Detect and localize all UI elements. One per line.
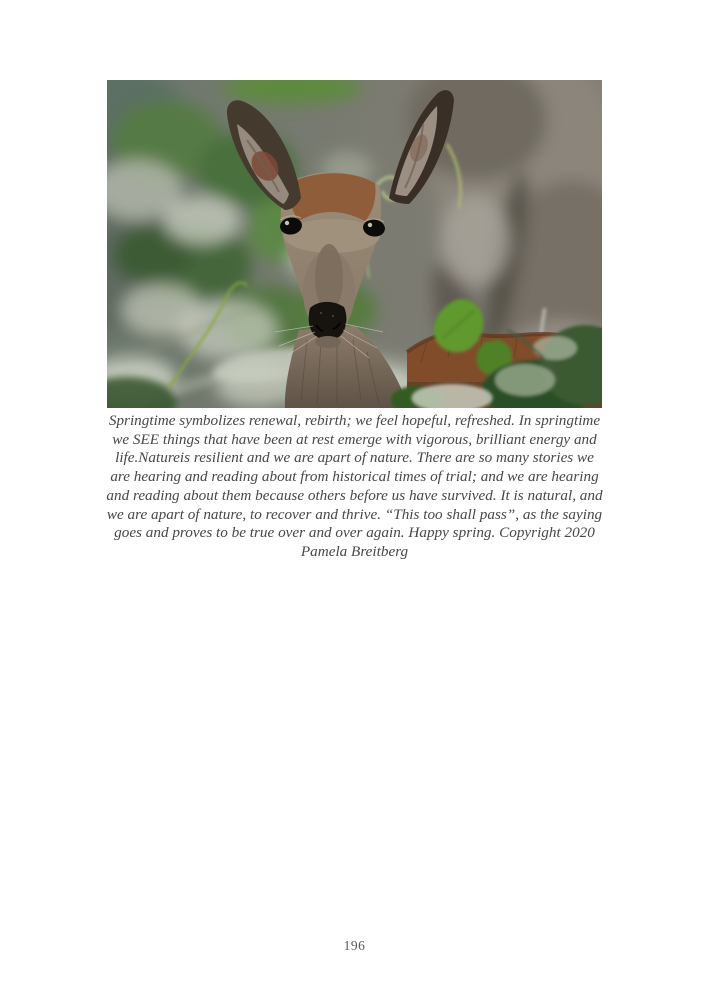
caption-line: we SEE things that have been at rest emerge with vigorous, brilliant energy and: [112, 430, 597, 448]
deer-photo-illustration: [107, 80, 602, 408]
caption-line: goes and proves to be true over and over again. Happy spring. Copyright 2020: [114, 524, 595, 542]
caption-line: life.Natureis resilient and we are apart of nature. There are so many stories we: [115, 449, 594, 467]
caption-line: and reading about them because others before us have survived. It is natural, and: [106, 486, 603, 504]
caption-line: are hearing and reading about from historical times of trial; and we are hearing: [110, 468, 599, 486]
caption-line: Springtime symbolizes renewal, rebirth; we feel hopeful, refreshed. In springtime: [108, 412, 601, 429]
caption-line: we are apart of nature, to recover and thrive. “This too shall pass”, as the saying: [106, 505, 603, 523]
photo-caption: [0, 412, 709, 562]
caption-line: Pamela Breitberg: [300, 542, 409, 560]
page-number: 196: [343, 938, 366, 953]
deer-photo: [107, 80, 602, 408]
